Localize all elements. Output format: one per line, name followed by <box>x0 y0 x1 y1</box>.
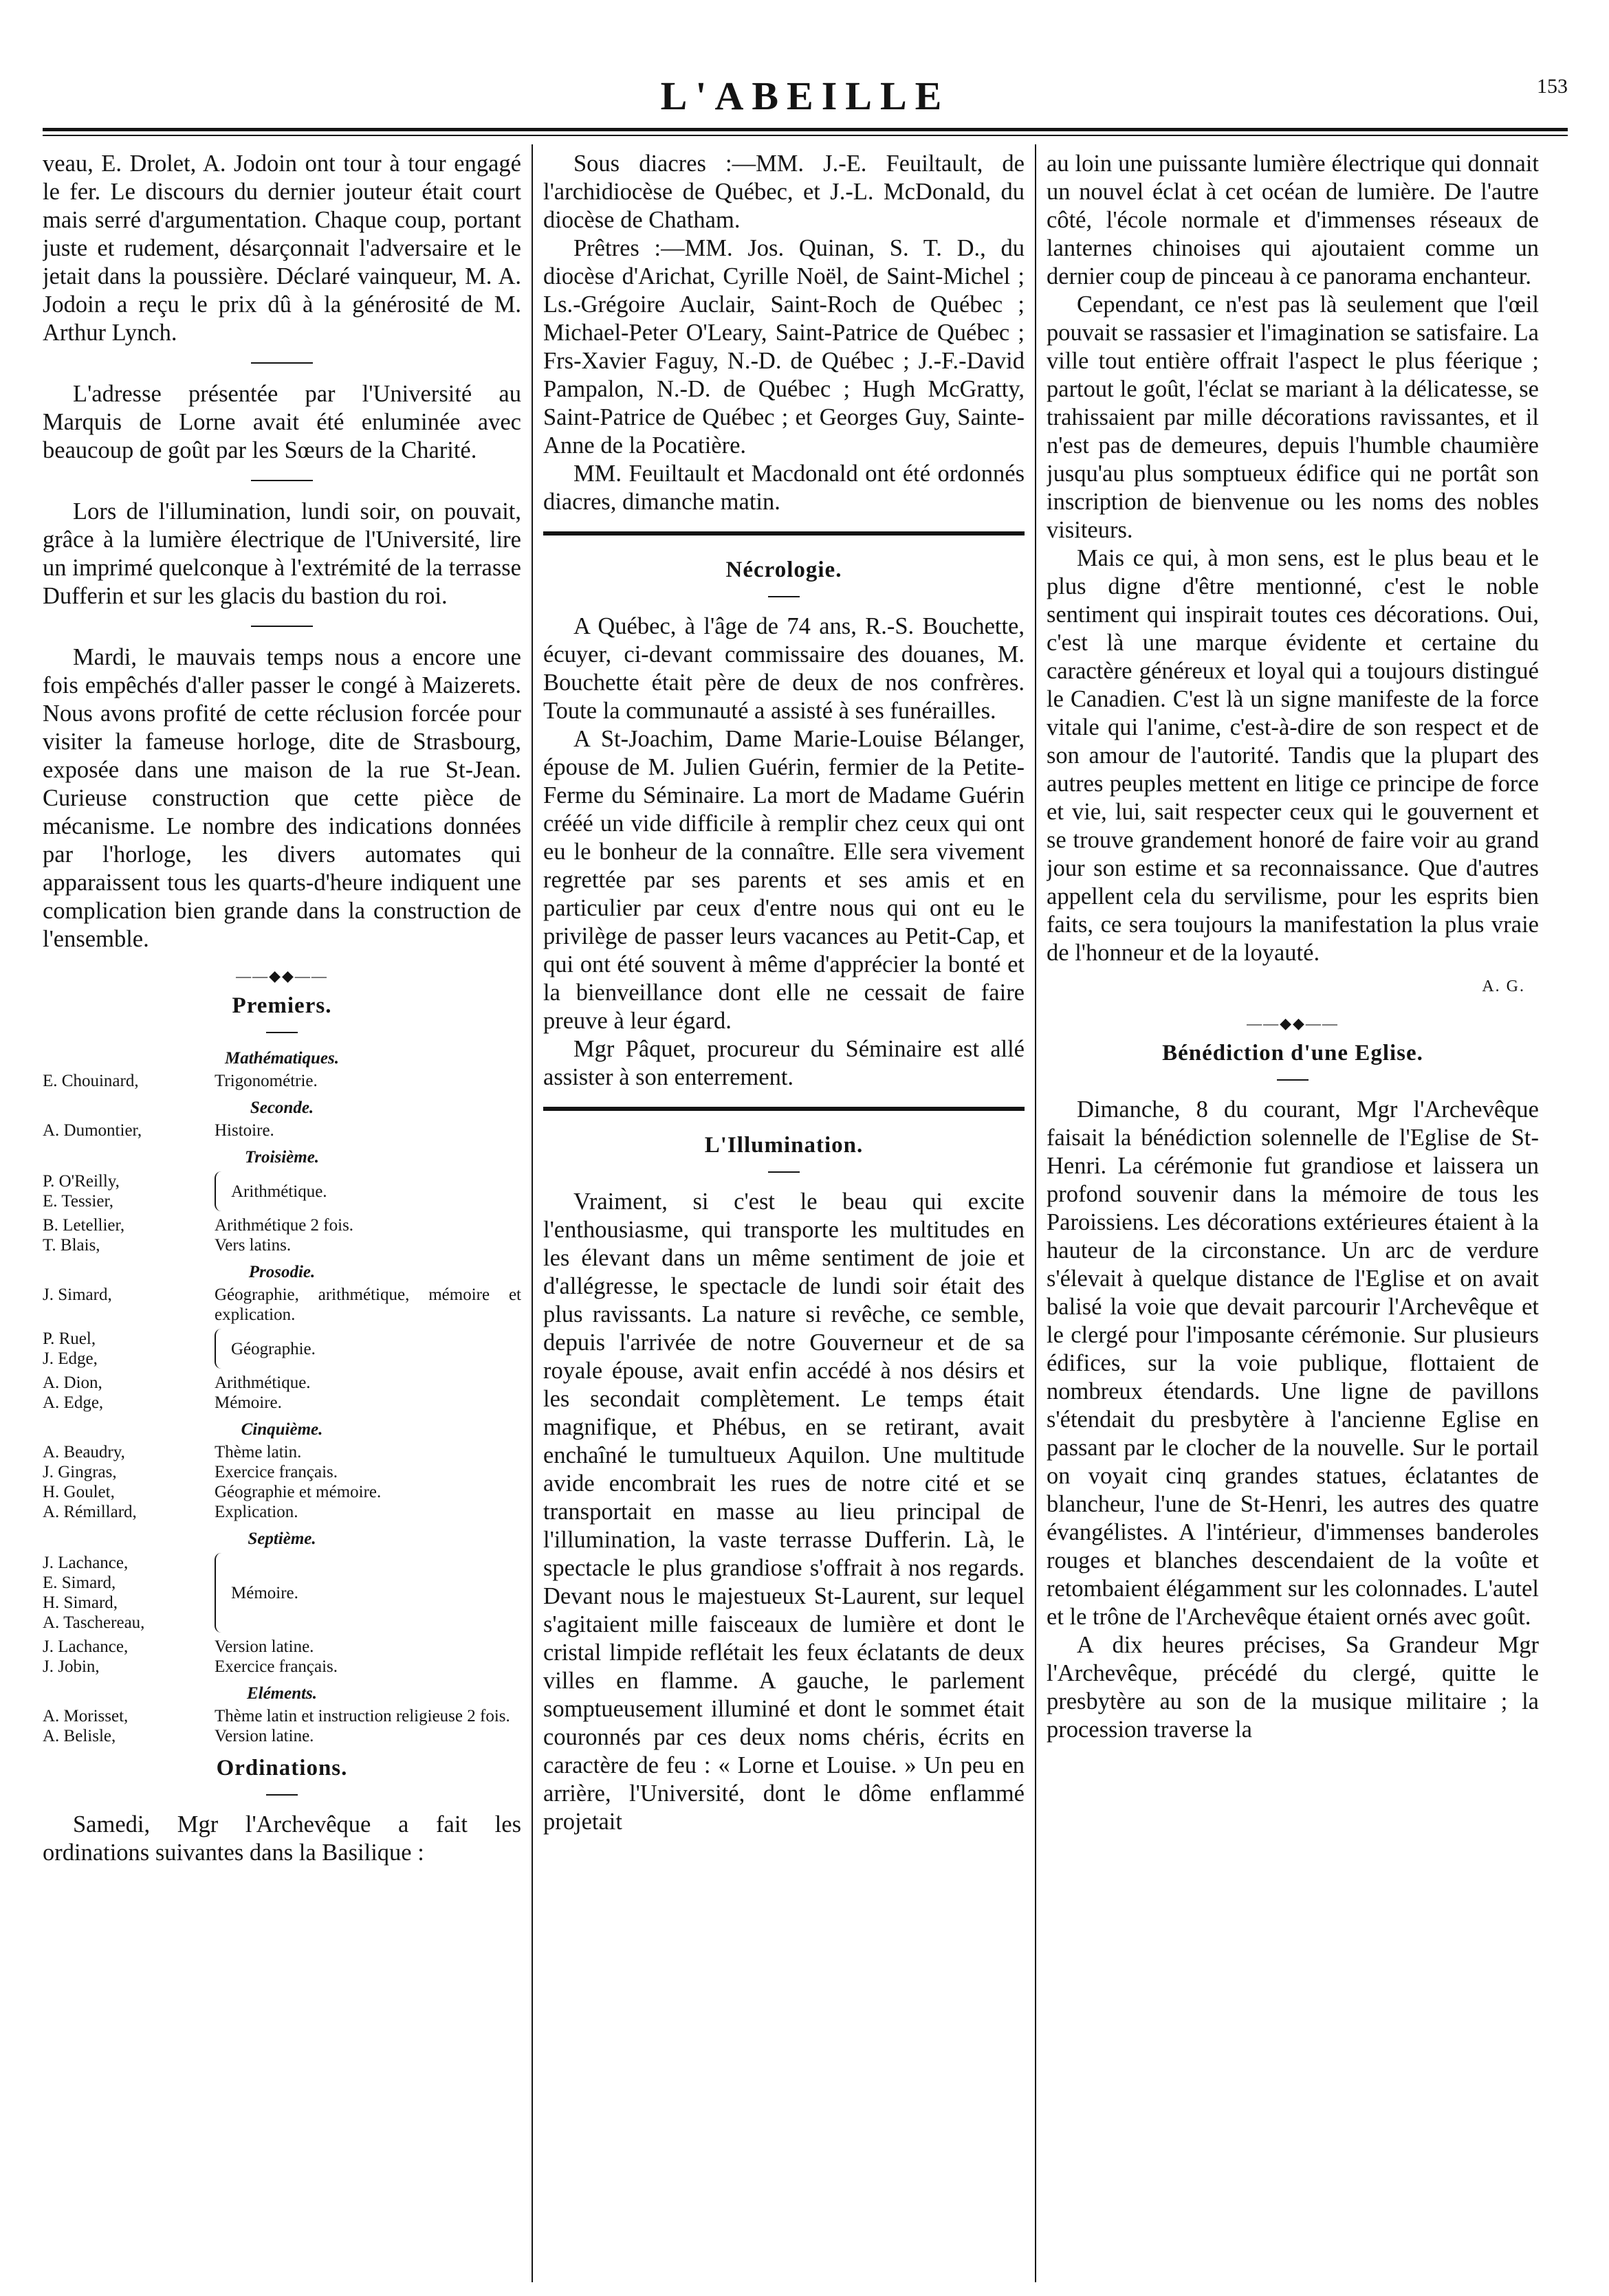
category-label: Cinquième. <box>241 1420 323 1439</box>
article-paragraph: au loin une puissante lumière électrique qui donnait un nouvel éclat à cet océan de lumière. De l'autre côté, l'école normale et d'immenses réseaux de lanternes chinoises qui ajoutaient comme un dernier coup de pinceau à ce panorama enchanteur. <box>1047 151 1539 289</box>
author-signature: A. G. <box>1482 978 1525 995</box>
category-label: Seconde. <box>250 1099 314 1117</box>
separator-rule <box>251 626 313 627</box>
article-paragraph: Lors de l'illumination, lundi soir, on pouvait, grâce à la lumière électrique de l'Université, lire un imprimé quelconque à l'extrémité de la terrasse Dufferin et sur les glacis du bastion du roi. <box>43 498 521 609</box>
brace <box>215 1553 226 1633</box>
article-paragraph: Cependant, ce n'est pas là seulement que l'œil pouvait se rassasier et l'imagination se satisfaire. La ville tout entière offrait l'aspect le plus féerique ; partout le goût, l'éclat se mariant à la délicatesse, se trahissaient par mille décorations ravissantes, et il n'est pas de demeures, depuis l'humble chaumière jusqu'au plus somptueux édifice qui ne portât son inscription de bienvenue ou les noms des nobles visiteurs. <box>1047 291 1539 543</box>
article-paragraph: Vraiment, si c'est le beau qui excite l'enthousiasme, qui transporte les multitudes en les élevant dans un même sentiment de joie et d'allégresse, le spectacle de lundi soir était des plus ravissants. La nature si revêche, ce semble, depuis l'arrivée de notre Gouverneur et de sa royale épouse, avait enfin accédé à nos désirs et les secondait complètement. Le temps était magnifique, et Phébus, en se retirant, avait enchaîné le tumultueux Aquilon. Une multitude avide encombrait les rues de notre cité et se transportait en masse au lieu principal de l'illumination, la vaste terrasse Dufferin. Là, le spectacle le plus grandiose s'offrait à nos regards. Devant nous le majestueux St-Laurent, sur lequel s'agitaient mille faisceaux de lumière et dont le cristal limpide reflétait les feux éclatants de deux villes en flamme. A gauche, le parlement somptueusement illuminé et dont le sommet était couronnés par ces deux noms chéris, écrits en caractère de feu : « Lorne et Louise. » Un peu en arrière, l'Université, dont le dôme enflammé projetait <box>543 1189 1025 1835</box>
section-heading-ordinations: Ordinations. <box>216 1756 348 1780</box>
category-label: Mathématiques. <box>225 1049 339 1068</box>
brace <box>215 1329 226 1369</box>
column-1 <box>43 150 521 2271</box>
list-item: J. Simard, Géographie, arithmétique, mémoire et explication. <box>43 1285 521 1324</box>
category-label: Septième. <box>248 1530 316 1548</box>
list-item: H. Goulet, Géographie et mémoire. <box>43 1483 382 1501</box>
article-paragraph: A dix heures précises, Sa Grandeur Mgr l'Archevêque, précédé du clergé, quitte le presbytère au son de la musique militaire ; la procession traverse la <box>1047 1632 1539 1743</box>
list-item: A. Rémillard, Explication. <box>43 1503 298 1521</box>
category-label: Eléments. <box>246 1684 318 1703</box>
ornament-separator: ——◆◆—— <box>236 967 328 984</box>
heading-dash <box>43 1024 521 1037</box>
section-heading-benediction: Bénédiction d'une Eglise. <box>1162 1041 1423 1066</box>
list-group: P. O'Reilly, E. Tessier, Arithmétique. <box>43 1172 327 1211</box>
section-heading-necrologie: Nécrologie. <box>725 558 842 582</box>
section-heading-illumination: L'Illumination. <box>704 1133 864 1158</box>
category-label: Prosodie. <box>248 1263 316 1281</box>
list-group: P. Ruel, J. Edge, Géographie. <box>43 1329 316 1368</box>
column-divider-right <box>1035 144 1036 2282</box>
article-paragraph: Samedi, Mgr l'Archevêque a fait les ordinations suivantes dans la Basilique : <box>43 1811 521 1866</box>
article-paragraph: Sous diacres :—MM. J.-E. Feuiltault, de l'archidiocèse de Québec, et J.-L. McDonald, du diocèse de Chatham. <box>543 151 1025 233</box>
article-paragraph: Prêtres :—MM. Jos. Quinan, S. T. D., du diocèse d'Arichat, Cyrille Noël, de Saint-Michel ; Ls.-Grégoire Auclair, Saint-Roch de Québec ; Michael-Peter O'Leary, Saint-Patrice de Québec ; Frs-Xavier Faguy, N.-D. de Québec ; J.-F.-David Pampalon, N.-D. de Québec ; Hugh McGratty, Saint-Patrice de Québec ; et Georges Guy, Sainte-Anne de la Pocatière. <box>543 235 1025 459</box>
masthead <box>43 69 1568 137</box>
premiers-list <box>43 1048 521 1746</box>
separator-rule <box>251 480 313 481</box>
list-item: B. Letellier, Arithmétique 2 fois. <box>43 1216 354 1235</box>
list-item: A. Edge, Mémoire. <box>43 1393 282 1412</box>
category-label: Troisième. <box>244 1148 320 1167</box>
masthead-rule-thick <box>43 128 1568 131</box>
column-3 <box>1047 150 1539 2271</box>
column-2 <box>543 150 1025 2271</box>
ornament-separator: ——◆◆—— <box>1247 1015 1339 1032</box>
list-item: J. Lachance, Version latine. <box>43 1637 314 1656</box>
list-item: T. Blais, Vers latins. <box>43 1236 292 1255</box>
article-paragraph: L'adresse présentée par l'Université au Marquis de Lorne avait été enluminée avec beaucoup de goût par les Sœurs de la Charité. <box>43 381 521 463</box>
article-paragraph: Dimanche, 8 du courant, Mgr l'Archevêque faisait la bénédiction solennelle de l'Eglise de St-Henri. La cérémonie fut grandiose et laissera un profond souvenir dans la mémoire de tous les Paroissiens. Les décorations extérieures étaient à la hauteur de la circonstance. Un arc de verdure s'élevait à quelque distance de l'Eglise et on avait balisé la voie que devait parcourir l'Archevêque et le clergé pour l'imposante cérémonie. Sur plusieurs édifices, sur la voie publique, flottaient de nombreux étendards. Une ligne de pavillons s'étendait du presbytère à l'ancienne Eglise en passant par le clocher de la nouvelle. Sur le portail on voyait cinq grandes statues, éclatantes de blancheur, l'une de St-Henri, les autres des quatre évangélistes. A l'intérieur, d'immenses banderoles rouges et blanches descendaient de la voûte et retombaient élégamment sur les colonnades. L'autel et le trône de l'Archevêque étaient ornés avec goût. <box>1047 1096 1539 1630</box>
list-item: A. Morisset, Thème latin et instruction religieuse 2 fois. <box>43 1707 510 1725</box>
column-divider-left <box>532 144 533 2282</box>
separator-rule <box>251 362 313 364</box>
section-rule <box>543 1107 1025 1111</box>
heading-dash <box>543 1163 1025 1177</box>
list-item: A. Belisle, Version latine. <box>43 1727 314 1745</box>
article-paragraph: veau, E. Drolet, A. Jodoin ont tour à tour engagé le fer. Le discours du dernier jouteur était court mais serré d'argumentation. Chaque coup, portant juste et rudement, désarçonnait l'adversaire et le jetait dans la poussière. Déclaré vainqueur, M. A. Jodoin a reçu le prix dû à la générosité de M. Arthur Lynch. <box>43 151 521 346</box>
list-item: E. Chouinard, Trigonométrie. <box>43 1072 318 1090</box>
page-number: 153 <box>1537 75 1568 98</box>
brace <box>215 1171 226 1211</box>
article-paragraph: Mgr Pâquet, procureur du Séminaire est allé assister à son enterrement. <box>543 1036 1025 1090</box>
article-paragraph: Mais ce qui, à mon sens, est le plus beau et le plus digne d'être mentionné, c'est le noble sentiment qui inspirait toutes ces décorations. Oui, c'est là une marque évidente et certaine du caractère généreux et loyal qui a toujours distingué le Canadien. C'est là un signe manifeste de la force vitale qui l'anime, c'est-à-dire de son respect et de son amour de l'autorité. Tandis que la plupart des autres peuples mettent en litige ce principe de force et vie, lui, sait respecter ceux qui le gouvernent et se trouve grandement honoré de faire voir au grand jour son estime et sa reconnaissance. Que d'autres appellent cela du servilisme, pour les esprits bien faits, ce sera toujours la manifestation la plus vraie de l'honneur et de la loyauté. <box>1047 545 1539 966</box>
heading-dash <box>43 1786 521 1800</box>
section-heading-premiers: Premiers. <box>232 993 332 1018</box>
list-item: J. Jobin, Exercice français. <box>43 1657 338 1676</box>
list-item: A. Beaudry, Thème latin. <box>43 1443 302 1461</box>
article-paragraph: MM. Feuiltault et Macdonald ont été ordonnés diacres, dimanche matin. <box>543 461 1025 515</box>
list-group: J. Lachance, E. Simard, H. Simard, A. Taschereau, Mémoire. <box>43 1554 298 1632</box>
article-paragraph: Mardi, le mauvais temps nous a encore une fois empêchés d'aller passer le congé à Maizerets. Nous avons profité de cette réclusion forcée pour visiter la fameuse horloge, dite de Strasbourg, exposée dans une maison de la rue St-Jean. Curieuse construction que cette pièce de mécanisme. Le nombre des indications données par l'horloge, les divers automates qui apparaissent tous les quarts-d'heure indiquent une complication bien grande dans la construction de l'ensemble. <box>43 644 521 952</box>
heading-dash <box>543 588 1025 601</box>
list-item: A. Dumontier, Histoire. <box>43 1121 274 1140</box>
list-item: A. Dion, Arithmétique. <box>43 1373 311 1392</box>
article-paragraph: A St-Joachim, Dame Marie-Louise Bélanger, épouse de M. Julien Guérin, fermier de la Petite-Ferme du Séminaire. La mort de Madame Guérin crééé un vide difficile à remplir chez ceux qui ont eu le bonheur de la connaître. Elle sera vivement regrettée par ses parents et ses amis et en particulier par ceux d'entre nous qui ont eu le privilège de passer leurs vacances au Petit-Cap, et qui ont été souvent à même d'apprécier la bonté et la bienveillance dont elle ne cessait de faire preuve à leur égard. <box>543 726 1025 1034</box>
section-rule <box>543 531 1025 536</box>
newspaper-title: L'ABEILLE <box>660 74 950 118</box>
list-item: J. Gingras, Exercice français. <box>43 1463 338 1481</box>
heading-dash <box>1047 1071 1539 1085</box>
masthead-rule-thin <box>43 135 1568 136</box>
article-paragraph: A Québec, à l'âge de 74 ans, R.-S. Bouchette, écuyer, ci-devant commissaire des douanes, M. Bouchette était père de deux de nos confrères. Toute la communauté a assisté à ses funérailles. <box>543 613 1025 724</box>
